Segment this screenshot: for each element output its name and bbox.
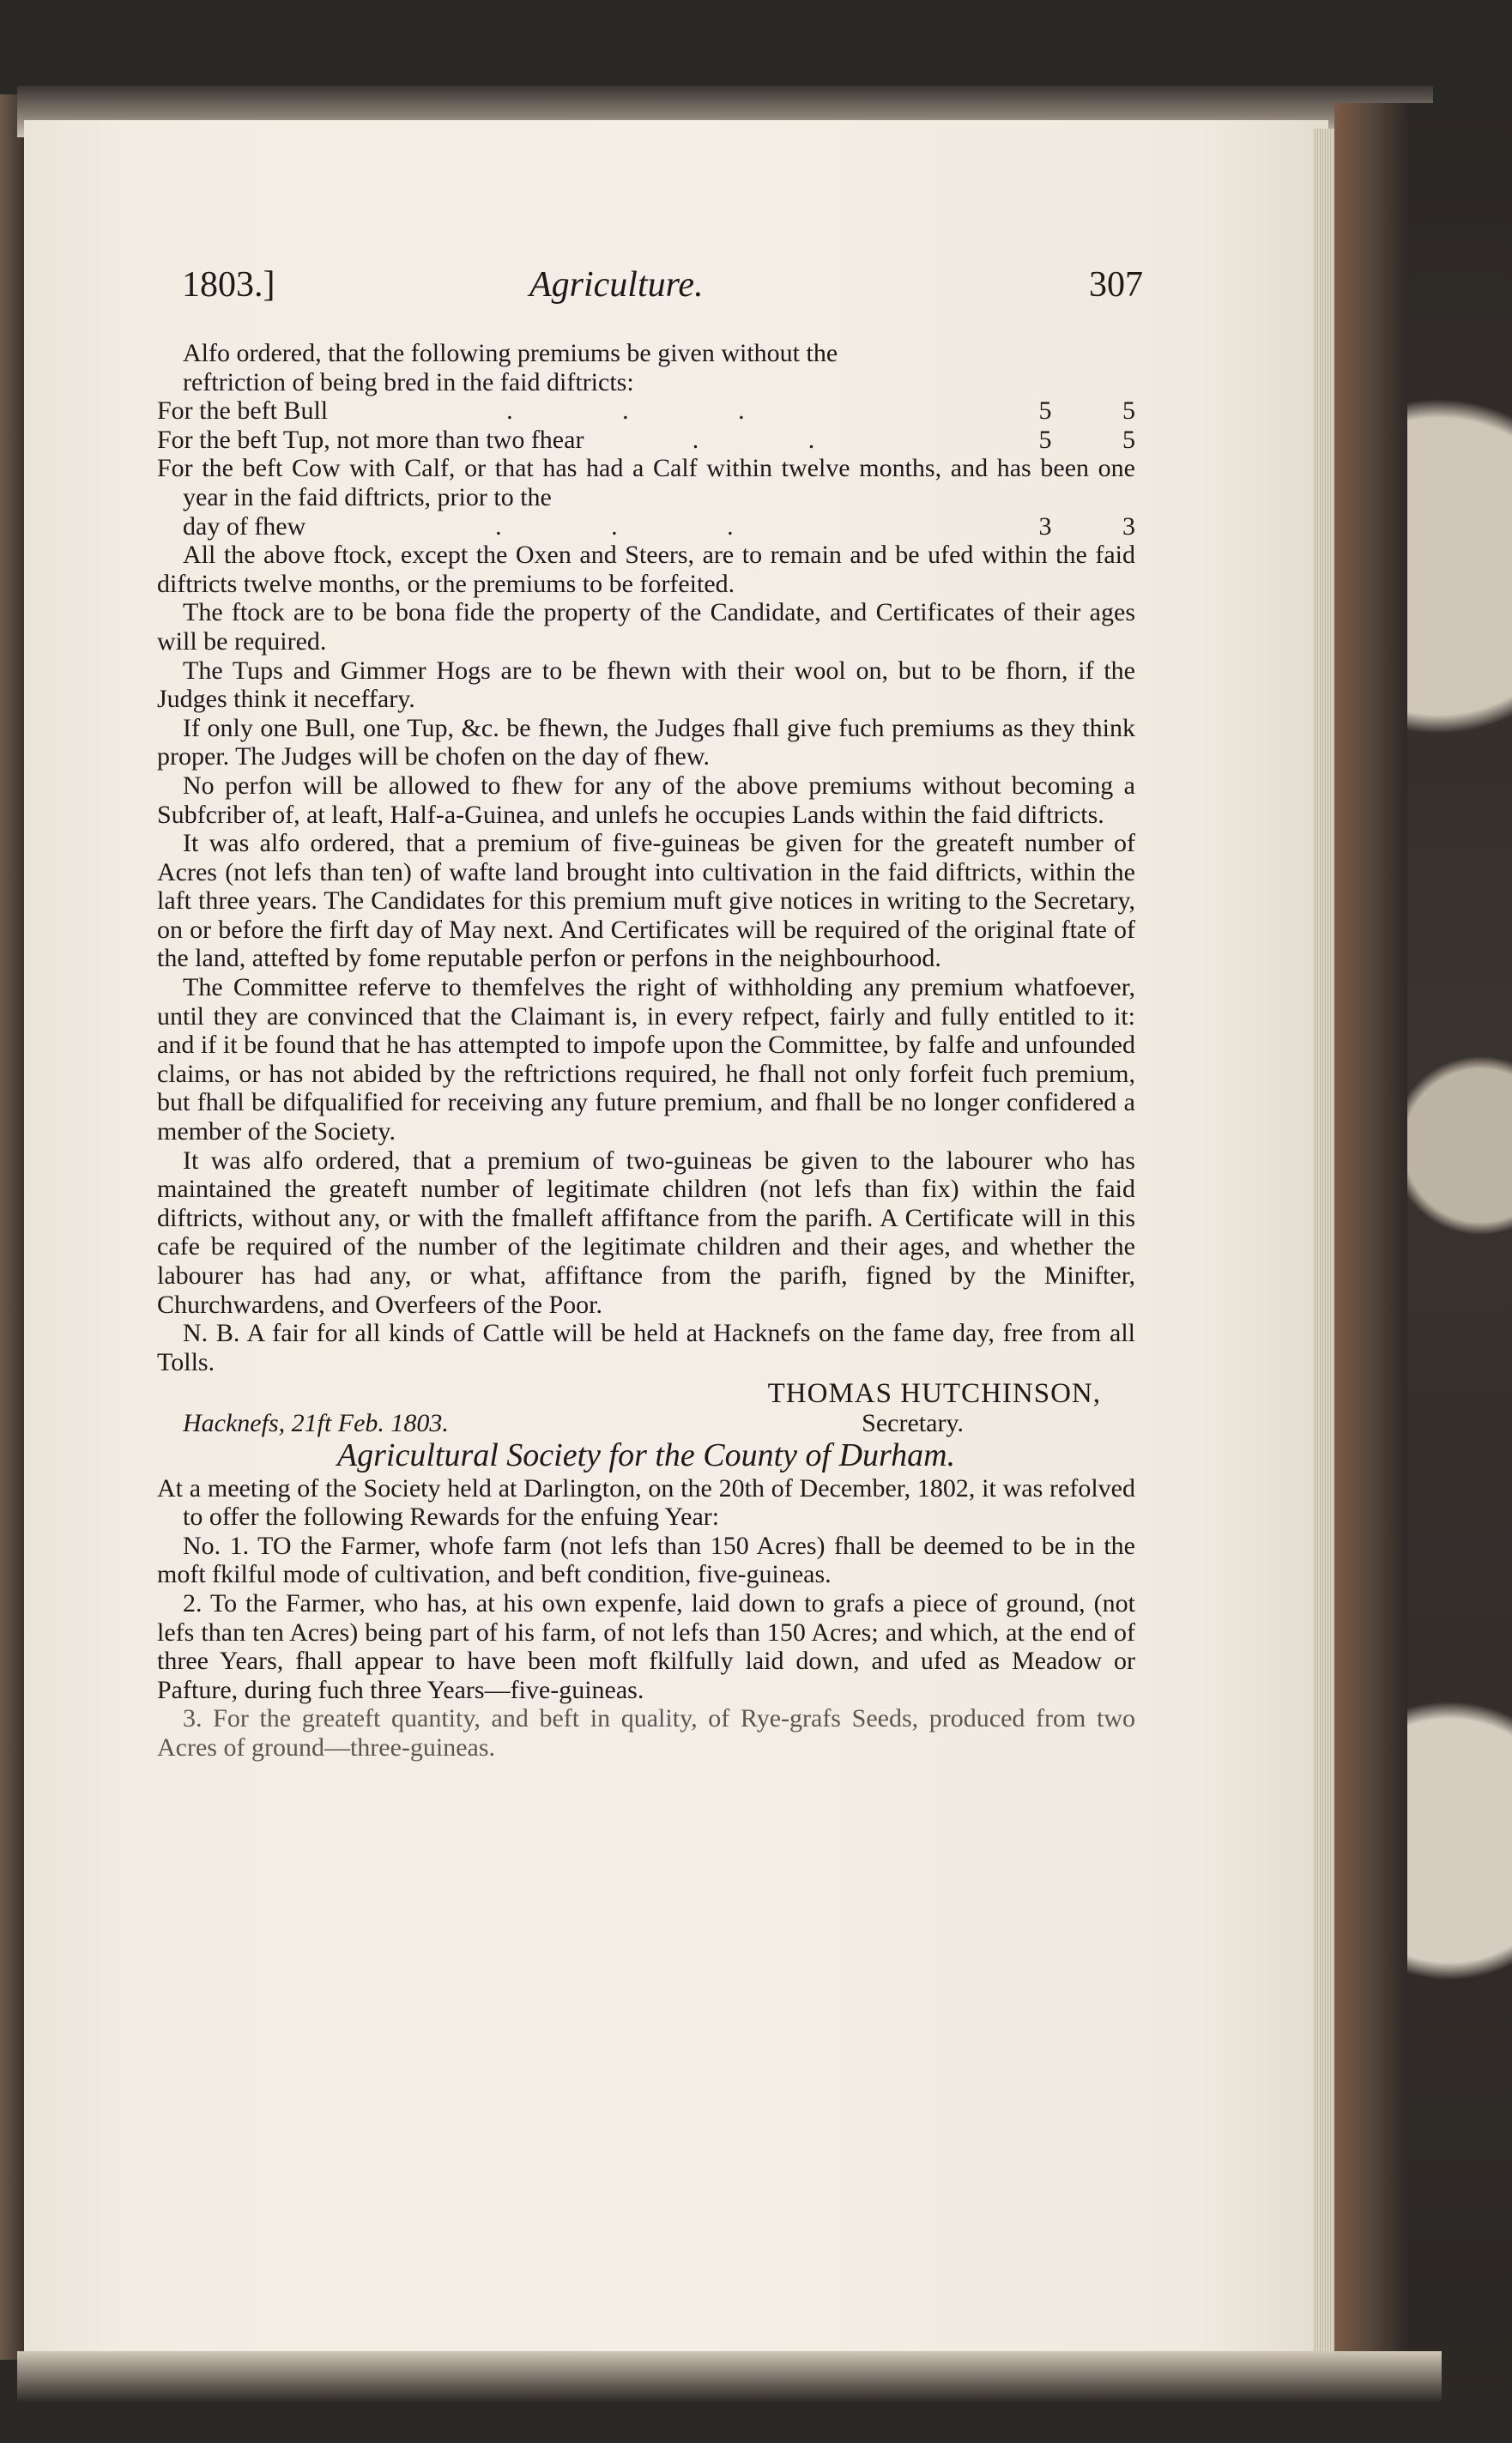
premium-label: For the beft Tup, not more than two fhear: [157, 425, 584, 454]
paragraph: N. B. A fair for all kinds of Cattle will be held at Hacknefs on the fame day, free from all Tolls.: [157, 1319, 1135, 1376]
cow-premium-text: For the beft Cow with Calf, or that has had a Calf within twelve months, and has been one year in the faid diftricts, prior to the: [157, 454, 1135, 511]
signature-role: Secretary.: [862, 1408, 964, 1437]
premium-pounds: 5: [1038, 425, 1052, 454]
premium-label: day of fhew: [183, 511, 306, 541]
left-cover: [0, 94, 26, 2360]
premium-row: [157, 426, 1135, 455]
paragraph: 2. To the Farmer, who has, at his own expenfe, laid down to grafs a piece of ground, (not lefs than ten Acres) being part of his farm, of not lefs than 150 Acres; and which, at the end of three Years, fhall appear to have been moft fkilfully laid down, and ufed as Meadow or Pafture, during fuch three Years—five-guineas.: [157, 1588, 1135, 1704]
premium-label: For the beft Bull: [157, 396, 329, 426]
paragraph: It was alfo ordered, that a premium of two-guineas be given to the labourer who has maintained the greateft number of legitimate children (not lefs than fix) within the faid diftricts, without any, or with the fmalleft affiftance from the parifh. A Certificate will in this cafe be required of the number of the legitimate children and their ages, and whether the labourer has had any, or what, affiftance from the parifh, figned by the Minifter, Churchwardens, and Overfeers of the Poor.: [157, 1146, 1135, 1319]
intro-line-1: Alfo ordered, that the following premiums be given without the: [183, 339, 838, 367]
signature-place-date: Hacknefs, 21ft Feb. 1803.: [183, 1408, 449, 1437]
paragraph: No perfon will be allowed to fhew for any of the above premiums without becoming a Subfcriber of, at leaft, Half-a-Guinea, and unlefs he occupies Lands within the faid diftricts.: [157, 771, 1135, 829]
running-header: [182, 264, 1143, 307]
premium-row: [157, 396, 1135, 426]
paragraph: All the above ftock, except the Oxen and Steers, are to remain and be ufed within the faid diftricts twelve months, or the premiums to be forfeited.: [157, 541, 1135, 598]
intro-line-2: reftriction of being bred in the faid diftricts:: [183, 367, 634, 396]
paragraph: 3. For the greateft quantity, and beft in quality, of Rye-grafs Seeds, produced from two Acres of ground—three-guineas.: [157, 1704, 1135, 1762]
premium-pounds: 5: [1038, 396, 1052, 426]
header-year: 1803.]: [182, 265, 275, 305]
header-title: Agriculture.: [529, 265, 704, 305]
paragraph: If only one Bull, one Tup, &c. be fhewn, the Judges fhall give fuch premiums as they think proper. The Judges will be chofen on the day of fhew.: [157, 713, 1135, 771]
paragraph: The Committee referve to themfelves the right of withholding any premium whatfoever, until they are convinced that the Claimant is, in every refpect, fairly and fully entitled to it: and if it be found that he has attempted to impofe upon the Committee, by falfe and unfounded claims, or has not abided by the reftrictions required, he fhall not only forfeit fuch premium, but fhall be difqualified for receiving any future premium, and fhall be no longer confidered a member of the Society.: [157, 973, 1135, 1146]
premium-pounds: 3: [1038, 511, 1052, 541]
section-title: Agricultural Society for the County of Durham.: [336, 1436, 956, 1473]
signature-name: THOMAS HUTCHINSON,: [767, 1378, 1101, 1410]
signature-line: [157, 1409, 1135, 1438]
leader-dots: . .: [692, 425, 867, 454]
paragraph: No. 1. TO the Farmer, whofe farm (not lefs than 150 Acres) fhall be deemed to be in the moft fkilful mode of cultivation, and beft condition, five-guineas.: [157, 1531, 1135, 1589]
bottom-page-edge: [17, 2351, 1442, 2403]
paragraph: The ftock are to be bona fide the property of the Candidate, and Certificates of their ages will be required.: [157, 598, 1135, 656]
premium-shillings: 5: [1122, 425, 1135, 454]
page-text: [157, 339, 1135, 1763]
premium-row: [157, 512, 1135, 541]
paragraph: The Tups and Gimmer Hogs are to be fhewn with their wool on, but to be fhorn, if the Judges think it neceffary.: [157, 656, 1135, 714]
paragraph: It was alfo ordered, that a premium of five-guineas be given for the greateft number of Acres (not lefs than ten) of wafte land brought into cultivation in the faid diftricts, within the laft three years. The Candidates for this premium muft give notices in writing to the Secretary, on or before the firft day of May next. And Certificates will be required of the original ftate of the land, attefted by fome reputable perfon or perfons in the neighbourhood.: [157, 829, 1135, 973]
premium-shillings: 3: [1122, 511, 1135, 541]
premium-shillings: 5: [1122, 396, 1135, 426]
paragraph: At a meeting of the Society held at Darlington, on the 20th of December, 1802, it was refolved to offer the following Rewards for the enfuing Year:: [157, 1473, 1135, 1532]
leader-dots: . . .: [495, 511, 785, 541]
leader-dots: . . .: [506, 396, 796, 426]
marbled-endpaper: [1407, 103, 1512, 2420]
page-number: 307: [1089, 265, 1143, 305]
